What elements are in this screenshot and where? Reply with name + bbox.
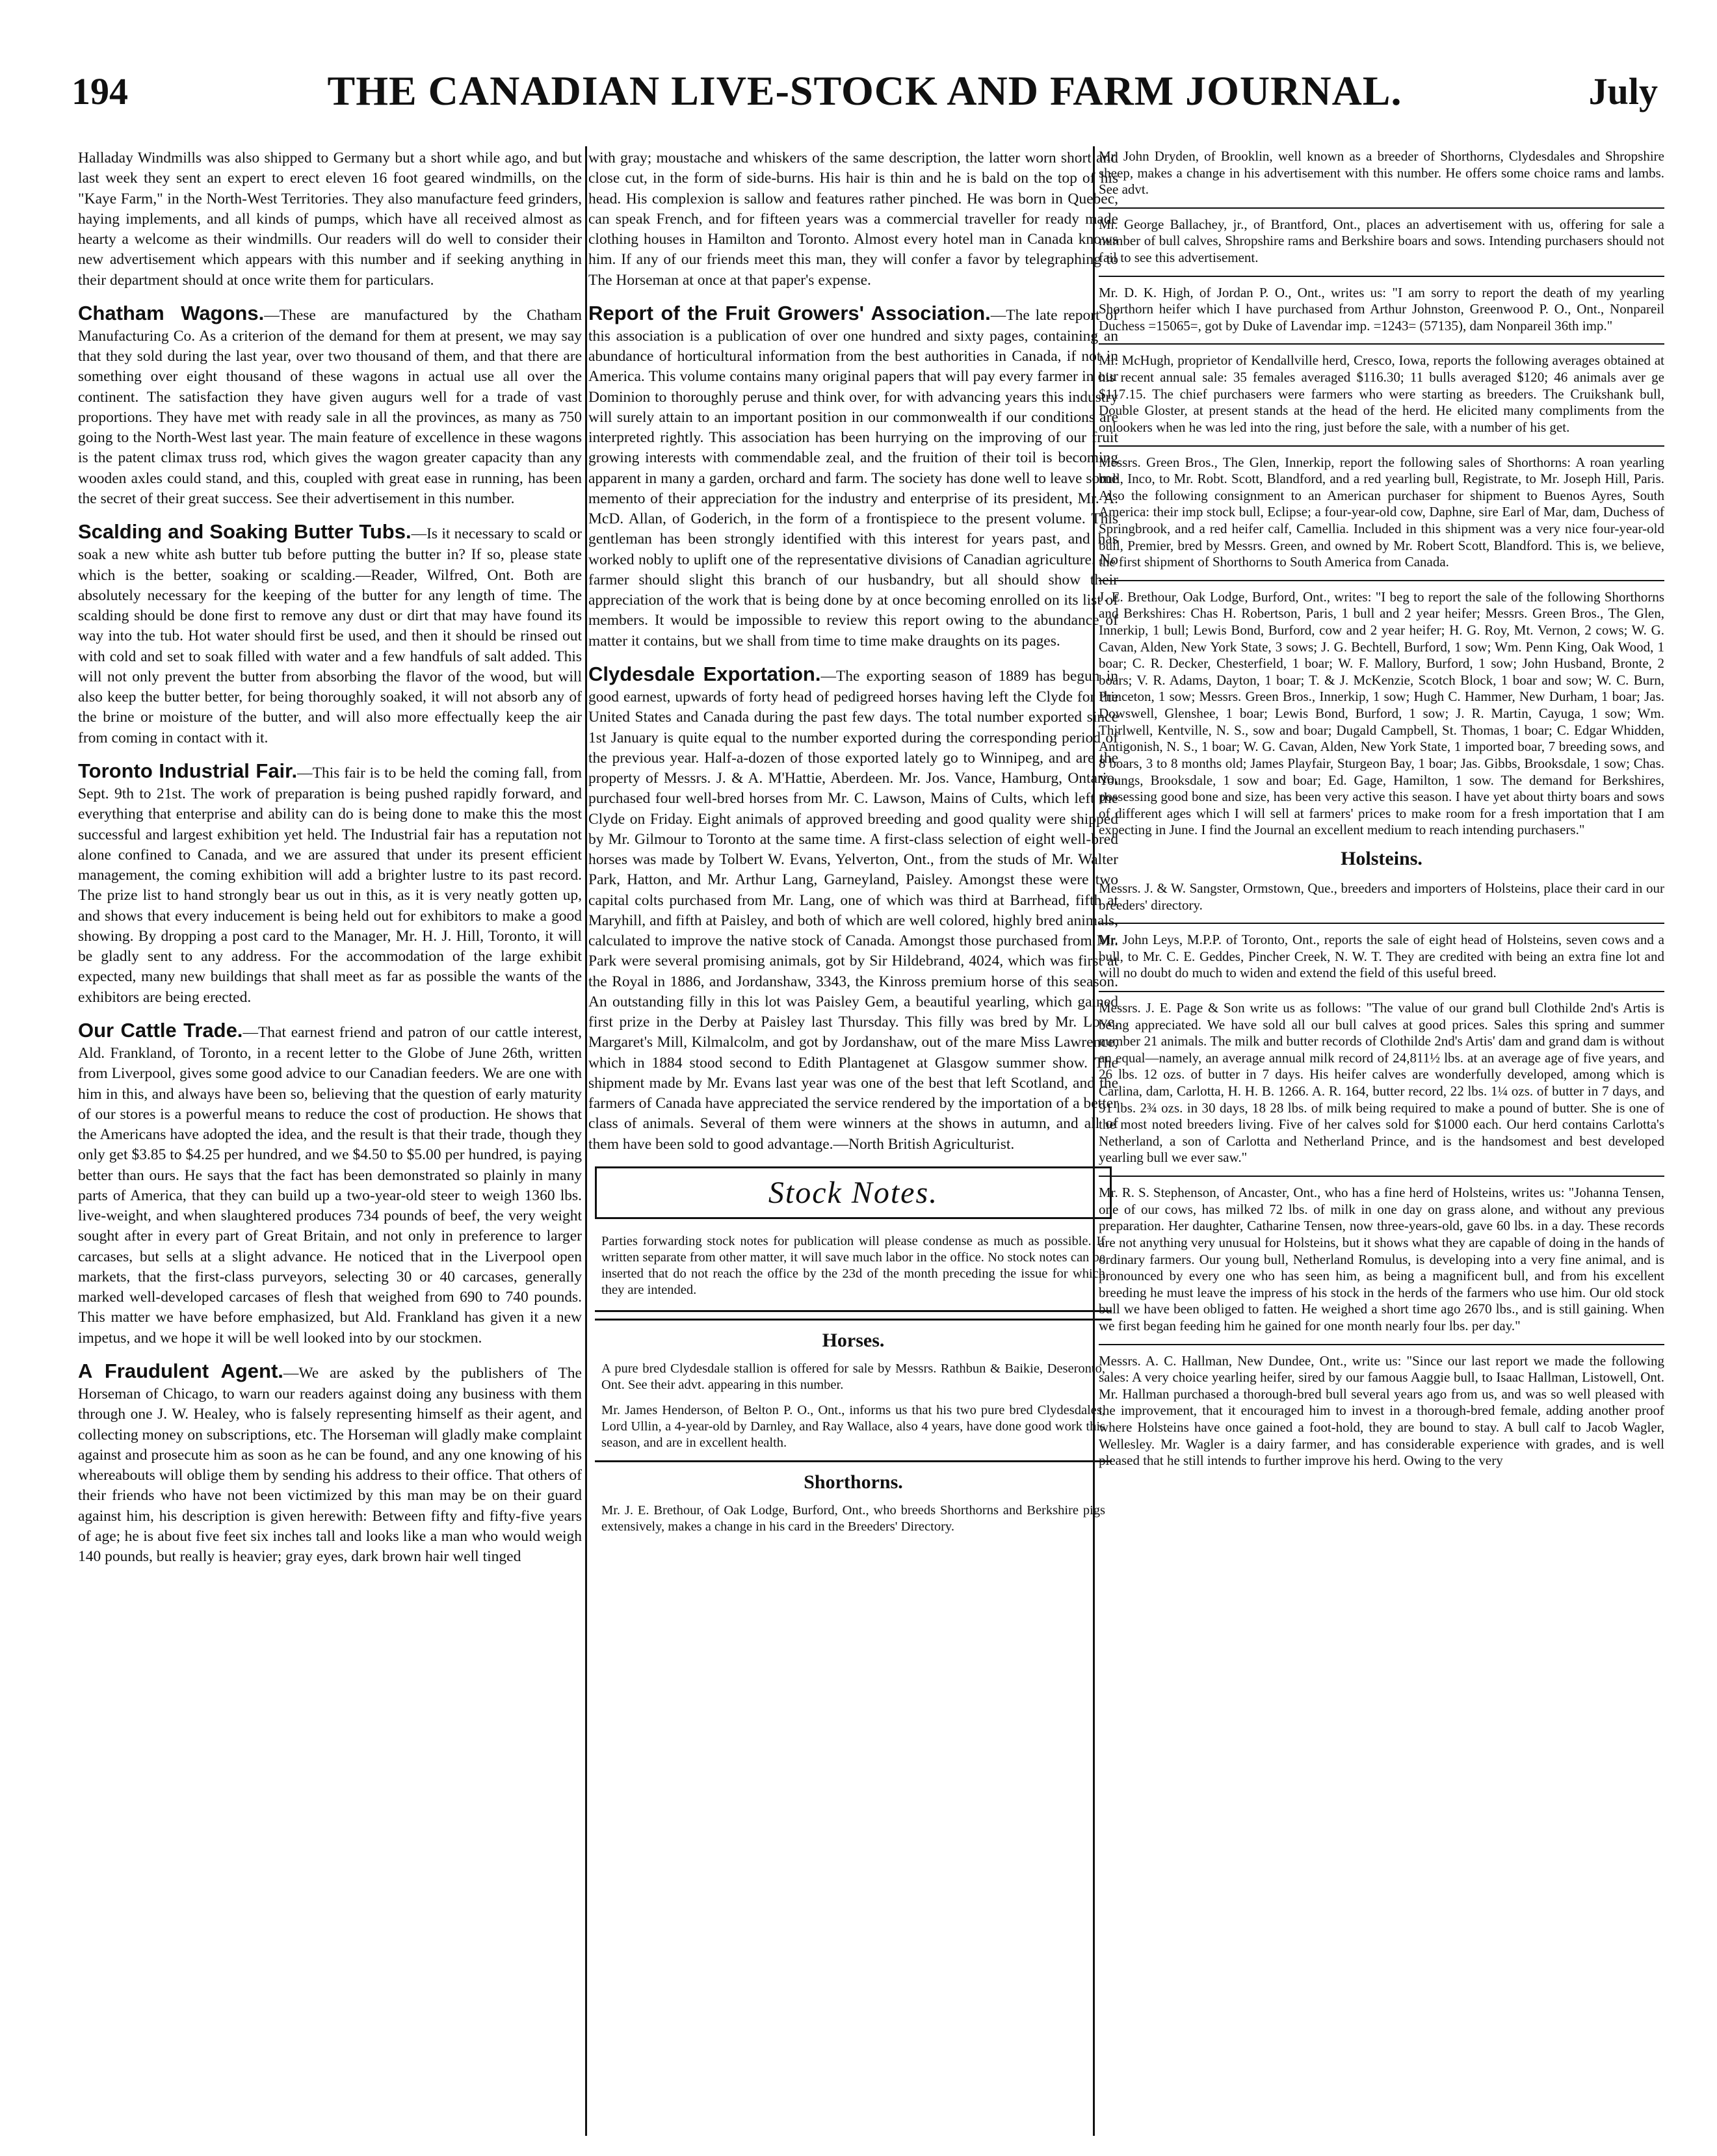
run-in-heading: A Fraudulent Agent. xyxy=(78,1359,283,1382)
page-number: 194 xyxy=(72,70,128,112)
article-body: —The exporting season of 1889 has begun in good earnest, upwards of forty head of pedigreed horses having left the Clyde for the United States and Canada during the past few days. The total number exported since 1st January is quite equal to the number exported during the corresponding period of the previous year. Half-a-dozen of those exported lately go to Winnipeg, and are the property of Messrs. J. & A. M'Hattie, Aberdeen. Mr. Jos. Vance, Hamburg, Ontario, purchased four well-bred horses from Mr. C. Lawson, Mains of Cults, which left the Clyde on Friday. Eight animals of approved breeding and good quality were shipped by Mr. Gilmour to Toronto at the same time. A first-class selection of eight well-bred horses was made by Tolbert W. Evans, Yelverton, Ont., from the studs of Mr. Walter Park, Hatton, and Mr. Arthur Lang, Garneyland, Paisley. Amongst these were two capital colts purchased from Mr. Lang, one of which was third at Barrhead, fifth at Maryhill, and fifth at Paisley, and both of which are well colored, highly bred animals, calculated to improve the native stock of Canada. Amongst those purchased from Mr. Park were several promising animals, got by Sir Hildebrand, 4024, which was first at the Royal in 1886, and Jordanshaw, 3343, the Kinross premium horse of this season. An outstanding filly in this lot was Paisley Gem, a beautiful yearling, which gained first prize in the Derby at Paisley last Thursday. This filly was bred by Mr. Love, Margaret's Mill, Kilmalcolm, and got by Jordanshaw, out of the mare Miss Lawrence, which in 1884 stood second to Edith Plantagenet at Glasgow summer show. The shipment made by Mr. Evans last year was one of the best that left Scotland, and the farmers of Canada have appreciated the service rendered by the importation of a better class of animals. Several of them were winners at the shows in autumn, and all of them have been sold to good advantage.—North British Agriculturist. xyxy=(588,667,1118,1153)
stock-notes-instructions: Parties forwarding stock notes for publication will please condense as much as possible. If written separate from other matter, it will save much labor in the office. No stock notes can be inserted that do not reach the office by the 23d of the month preceding the issue for which they are intended. xyxy=(595,1219,1112,1312)
run-in-heading: Clydesdale Exportation. xyxy=(588,662,821,685)
article-cattle-trade xyxy=(78,1017,582,1348)
article-clydesdale-exportation xyxy=(588,661,1118,1155)
article-body: —That earnest friend and patron of our cattle interest, Ald. Frankland, of Toronto, in a recent letter to the Globe of June 26th, written from Liverpool, gives some good advice to our Canadian feeders. We are one with him in this, and always have been so, believing that the question of early maturity of our stores is a powerful means to reduce the cost of production. He shows that the Americans have adopted the idea, and the result is that their trade, though they only get $3.85 to $4.25 per hundred, and we $4.50 to $5.00 per hundred, is paying better than ours. He says that the fact has been demonstrated so plainly in many parts of America, that they can build up a two-year-old steer to weigh 1360 lbs. live-weight, and when slaughtered produces 734 pounds of beef, the very weight sought after in every part of Great Britain, and not only in preference to larger carcases, but sells at a slight advance. He noticed that in the Liverpool open markets, that the first-class purveyors, selecting 30 or 40 carcases, generally marked well-developed carcases of flesh that weighed from 690 to 740 pounds. This matter we have before emphasized, but Ald. Frankland has given it a new impetus, and we hope it will be well looked into by our stockmen. xyxy=(78,1023,582,1347)
shorthorns-heading: Shorthorns. xyxy=(595,1460,1112,1493)
column-3 xyxy=(1099,148,1664,2138)
stock-note: Messrs. A. C. Hallman, New Dundee, Ont., write us: "Since our last report we made the following sales: A very choice yearling heifer, sired by our famous Aaggie bull, to Isaac Hallman, Listowell, Ont. Mr. Hallman purchased a thorough-bred bull several years ago from us, and was so well pleased with the improvement, that it encouraged him to invest in a thorough-bred female, adding another proof where Holsteins have once gained a foot-hold, they are bound to stay. A bull calf to Jacob Wagler, Wellesley. Mr. Wagler is a dairy farmer, and has considerable experience with grades, and is well pleased that he still intends to further improve his herd. Owing to the very xyxy=(1099,1344,1664,1469)
stock-note: Mr. R. S. Stephenson, of Ancaster, Ont., who has a fine herd of Holsteins, writes us: "Johanna Tensen, one of our cows, has milked 72 lbs. of milk in one day on grass alone, and without any previous preparation. Her daughter, Catharine Tensen, now three-years-old, gave 60 lbs. in a day. These records are not anything very unusual for Holsteins, but it shows what they are capable of doing in the hands of ordinary farmers. Our young bull, Netherland Romulus, is developing into a very fine animal, and is pronounced by every one who has seen him, as being a magnificent bull, and from his excellent breeding he must leave the impress of his stock in the herds of the farmers who use him. Our old stock bull we have been obliged to fatten. He weighed a short time ago 2670 lbs., and is still gaining. When we first began feeding him he gained for one month nearly four lbs. per day." xyxy=(1099,1176,1664,1334)
article-fruit-growers xyxy=(588,300,1118,651)
article-body: —These are manufactured by the Chatham Manufacturing Co. As a criterion of the demand for them at present, we may say that they sold during the last year, over two thousand of them, and that there are something over eight thousand of these wagons in actual use all over the continent. The satisfaction they have given augurs well for a trade of vast proportions. They have met with ready sale in all the provinces, as many as 750 going to the North-West last year. The main feature of excellence in these wagons is the patent climax truss rod, which gives the wagon greater capacity than any wooden axles could stand, and this, coupled with great ease in running, has been the secret of their great success. See their advertisement in this number. xyxy=(78,306,582,507)
stock-note: Messrs. J. E. Page & Son write us as follows: "The value of our grand bull Clothilde 2nd's Artis is being appreciated. We have sold all our bull calves at good prices. Sales this spring and summer number 21 animals. The milk and butter records of Clothilde 2nd's Artis' dam and grand dam is without an equal—namely, an average annual milk record of 24,811½ lbs. at an average age of five years, and 26 lbs. 12 ozs. of butter in 7 days. His heifer calves are wonderfully developed, among which is Carlina, dam, Carlotta, H. H. B. 1266. A. R. 164, butter record, 22 lbs. 1¼ ozs. of butter in 7 days, and 91 lbs. 2¾ ozs. in 30 days, 18 28 lbs. of milk being required to make a pound of butter. She is one of the most noted breeders living. Five of her calves sold for $1000 each. Our herd contains Carlotta's Netherland, a son of Carlotta and Netherland Prince, and is the handsomest and best developed yearling bull we ever saw." xyxy=(1099,991,1664,1166)
column-divider xyxy=(585,146,587,2136)
article-chatham-wagons xyxy=(78,300,582,509)
article-body: —The late report of this association is a publication of over one hundred and sixty pages, containing an abundance of horticultural information from the best authorities in Canada, if not in America. This volume contains many original papers that will pay every farmer in our Dominion to thoroughly peruse and think over, for with advancing years this industry will surely attain to an important position in our commonwealth if our conditions are interpreted rightly. This association has been hurrying on the improving of our fruit growing interests with commendable zeal, and the fruition of their toil is becoming apparent in many a garden, orchard and farm. The society has done well to leave some memento of their appreciation for the industry and enterprise of its president, Mr. A. McD. Allan, of Goderich, in the form of a frontispiece to the present volume. This gentleman has been strongly identified with this interest for years past, and has worked nobly to uplift one of the representative divisions of Canadian agriculture. No farmer should slight this branch of our husbandry, but all should show their appreciation of the work that is being done by at once becoming enrolled on its list of members. It would be impossible to review this report owing to the abundance of matter it contains, but we shall from time to time make draughts on its pages. xyxy=(588,306,1118,650)
page-header xyxy=(72,62,1658,124)
article-body: —This fair is to be held the coming fall, from Sept. 9th to 21st. The work of preparation is being pushed rapidly forward, and everything that enterprise and ability can do is being done to make this the most successful and largest exhibition yet held. The Industrial fair has a reputation not alone confined to Canada, and we are assured that under its present efficient management, the coming exhibition will add a brighter lustre to its past record. The prize list to hand strongly bear us out in this, as it is very neatly gotten up, and shows that every inducement is being held out for exhibitors to make a good showing. By dropping a post card to the Manager, Mr. H. J. Hill, Toronto, it will be gladly sent to any address. For the accommodation of the large exhibit expected, many new buildings that shall meet as far as possible the wants of the exhibitors are being erected. xyxy=(78,764,582,1006)
windmills-paragraph: Halladay Windmills was also shipped to Germany but a short while ago, and but last week they sent an expert to erect eleven 16 foot geared windmills, on the "Kaye Farm," in the North-West Territories. They also manufacture feed grinders, haying implements, and all kinds of pumps, which have all received almost as hearty a welcome as their windmills. Our readers will do well to consider their new advertisement which appears with this number and if seeking anything in their department should at once write them for particulars. xyxy=(78,150,582,289)
article-body: —Is it necessary to scald or soak a new white ash butter tub before putting the butter in? If so, please state which is the better, soaking or scalding.—Reader, Wilfred, Ont. Both are absolutely necessary for the keeping of the butter for any length of time. The scalding should be done first to remove any dust or dirt that may have found its way into the tub. Hot water should first be used, and then it should be rinsed out with cold and set to soak filled with water and a few handfuls of salt added. This will not only prevent the butter from absorbing the flavor of the wood, but will also keep the butter better, for being thoroughly soaked, it will not absorb any of the brine or moisture of the butter, and will also more effectually keep the air from coming in contact with it. xyxy=(78,525,582,746)
stock-notes-section xyxy=(595,1166,1112,1535)
article-fraudulent-agent xyxy=(78,1358,582,1567)
stock-note: Messrs. J. & W. Sangster, Ormstown, Que., breeders and importers of Holsteins, place their card in our breeders' directory. xyxy=(1099,880,1664,913)
run-in-heading: Scalding and Soaking Butter Tubs. xyxy=(78,520,412,544)
stock-note: Mr. James Henderson, of Belton P. O., Ont., informs us that his two pure bred Clydesdales, Lord Ullin, a 4-year-old by Darnley, and Ray Wallace, also 4 years, have done good work this season, and are in excellent health. xyxy=(601,1402,1105,1450)
run-in-heading: Toronto Industrial Fair. xyxy=(78,759,298,782)
stock-note: J. E. Brethour, Oak Lodge, Burford, Ont., writes: "I beg to report the sale of the following Shorthorns and Berkshires: Chas H. Robertson, Paris, 1 bull and 2 year heifer; Messrs. Green Bros., The Glen, Innerkip, 1 bull; Lewis Bond, Burford, cow and 2 year heifer; H. G. Roy, Mt. Vernon, 2 cows; W. G. Cavan, Alden, New York State, 3 sows; J. G. Bechtell, Burford, 1 sow; Wm. Penn King, Oak Wood, 1 boar; C. R. Decker, Chesterfield, 1 boar; W. F. Mallory, Burford, 1 sow; John Husband, Bronte, 2 boars; V. R. Adams, Dayton, 1 boar; T. & J. McKenzie, Scotch Block, 1 boar and sow; W. C. Burn, Princeton, 1 sow; Messrs. Green Bros., Innerkip, 1 sow; Hugh C. Hammer, New Durham, 1 boar; Jas. Dowswell, Glenshee, 1 boar; Lewis Bond, Burford, 1 sow; J. R. Martin, Cayuga, 1 sow; Wm. Thirlwell, Kentville, N. S., sow and boar; Dugald Campbell, St. Thomas, 1 boar; C. Edgar Whidden, Antigonish, N. S., 1 boar; W. G. Cavan, Alden, New York State, 1 imported boar, 7 breeding sows, and 8 boars, 3 to 8 months old; James Playfair, Sturgeon Bay, 1 boar; Jas. Gibbs, Brooksdale, 1 sow; Chas. Youngs, Brooksdale, 1 sow and boar; Ed. Gage, Hamilton, 1 sow. The demand for Berkshires, possessing good bone and size, has been very active this season. I have yet about thirty boars and sows of different ages which I will sell at farmers' prices to make room for a fresh importation that I am expecting in June. I find the Journal an excellent medium to reach intending purchasers." xyxy=(1099,580,1664,839)
holsteins-heading: Holsteins. xyxy=(1341,847,1422,869)
article-toronto-fair xyxy=(78,757,582,1008)
column-1 xyxy=(78,148,582,2138)
stock-note: Mr. D. K. High, of Jordan P. O., Ont., writes us: "I am sorry to report the death of my yearling Shorthorn heifer which I have purchased from Arthur Johnston, Greenwood P. O., Ont., Nonpareil Duchess =15065=, got by Duke of Lavendar imp. =1243= (57135), dam Nonpareil 36th imp." xyxy=(1099,276,1664,335)
run-in-heading: Chatham Wagons. xyxy=(78,301,265,324)
article-butter-tubs xyxy=(78,518,582,748)
article-body: —We are asked by the publishers of The Horseman of Chicago, to warn our readers against doing any business with them through one J. W. Healey, who is falsely representing himself as their agent, and collecting money on subscriptions, etc. The Horseman will gladly make complaint against and prosecute him as soon as he can be found, and any one knowing of his whereabouts will oblige them by sending his address to their office. That others of their friends who have not been victimized by this man may be on their guard against him, his description is given herewith: Between fifty and fifty-five years of age; he is about five feet six inches tall and looks like a man who would weigh 140 pounds, but really is heavier; gray eyes, dark brown hair well tinged xyxy=(78,1364,582,1566)
stock-note: A pure bred Clydesdale stallion is offered for sale by Messrs. Rathbun & Baikie, Deseronto, Ont. See their advt. appearing in this number. xyxy=(601,1361,1105,1392)
fraudulent-agent-continued: with gray; moustache and whiskers of the same description, the latter worn short and close cut, in the form of side-burns. His hair is thin and he is bald on the top of his head. His complexion is sallow and features rather pinched. He was born in Quebec, can speak French, and for fifteen years was a commercial traveller for ready made clothing houses in Hamilton and Toronto. Almost every hotel man in Canada knows him. If any of our friends meet this man, they will confer a favor by telegraphing to The Horseman at once at that paper's expense. xyxy=(588,150,1118,289)
stock-note: Mr. George Ballachey, jr., of Brantford, Ont., places an advertisement with us, offering for sale a number of bull calves, Shropshire rams and Berkshire boars and sows. Intending purchasers should not fail to see this advertisement. xyxy=(1099,207,1664,267)
run-in-heading: Report of the Fruit Growers' Association. xyxy=(588,301,991,324)
stock-note: Mr. McHugh, proprietor of Kendallville herd, Cresco, Iowa, reports the following averages obtained at his recent annual sale: 35 females averaged $116.30; 11 bulls averaged $120; 46 animals aver ge $117.15. The chief purchasers were farmers who were starting as breeders. The Cruikshank bull, Double Gloster, at present stands at the head of the herd. He elicited many compliments from the onlookers when he was led into the ring, just before the sale, with a number of his get. xyxy=(1099,343,1664,436)
stock-notes-title: Stock Notes. xyxy=(595,1166,1112,1219)
horses-heading: Horses. xyxy=(595,1319,1112,1352)
column-2 xyxy=(588,148,1118,2138)
stock-note: Mr. John Leys, M.P.P. of Toronto, Ont., reports the sale of eight head of Holsteins, seven cows and a bull, to Mr. C. E. Geddes, Pincher Creek, N. W. T. They are credited with being an extra fine lot and will no doubt do much to widen and extend the field of this useful breed. xyxy=(1099,923,1664,982)
stock-note: Mr. J. E. Brethour, of Oak Lodge, Burford, Ont., who breeds Shorthorns and Berkshire pigs extensively, makes a change in his card in the Breeders' Directory. xyxy=(601,1503,1105,1534)
run-in-heading: Our Cattle Trade. xyxy=(78,1018,243,1042)
stock-note: Messrs. Green Bros., The Glen, Innerkip, report the following sales of Shorthorns: A roan yearling bull, Inco, to Mr. Robt. Scott, Blandford, and a red yearling bull, Registrate, to Mr. Joseph Hill, Paris. Also the following consignment to an American purchaser for shipment to Buenos Ayres, South America: their imp stock bull, Eclipse; a four-year-old cow, Daphne, sire Earl of Mar, dam, Duchess of Springbrook, and a red heifer calf, Camellia. Included in this shipment was a very nice four-year-old bull, Premier, bred by Messrs. Green, and owned by Mr. Robert Scott, Blandford. This is, we believe, the first shipment of Shorthorns to South America from Canada. xyxy=(1099,445,1664,571)
stock-note: Mr. John Dryden, of Brooklin, well known as a breeder of Shorthorns, Clydesdales and Shropshire sheep, makes a change in his advertisement with this number. He offers some choice rams and lambs. See advt. xyxy=(1099,148,1664,198)
issue-month: July xyxy=(1588,70,1658,112)
journal-title: THE CANADIAN LIVE-STOCK AND FARM JOURNAL. xyxy=(327,68,1402,114)
